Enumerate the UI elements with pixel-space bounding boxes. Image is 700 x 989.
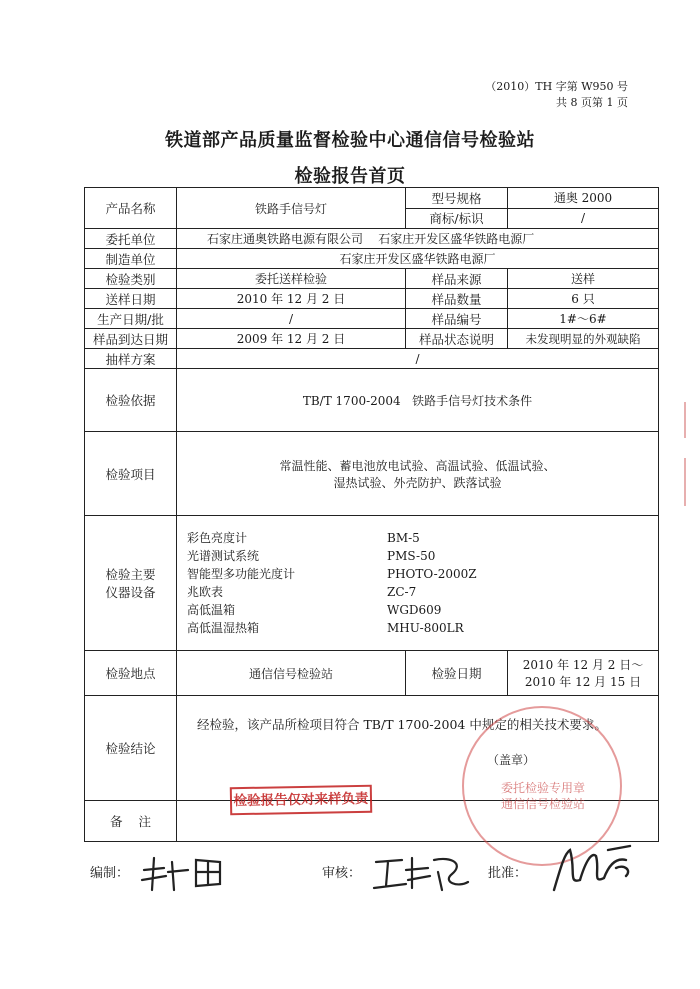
instrument-model: ZC-7 (387, 585, 417, 599)
test-date-label: 检验日期 (406, 651, 508, 696)
delivery-date-label: 送样日期 (85, 289, 177, 309)
signature-row (90, 858, 670, 898)
instrument-name: 高低温箱 (187, 603, 236, 617)
prod-date-value: / (177, 309, 406, 329)
compiler-label: 编制： (90, 866, 130, 881)
instruments-label-line1: 检验主要 (105, 567, 156, 582)
table-row (85, 309, 659, 329)
instrument-model: WGD609 (387, 603, 442, 617)
seal-line1: 委托检验专用章 (500, 781, 585, 795)
instrument-name: 高低温湿热箱 (187, 621, 260, 635)
sample-source-label: 样品来源 (406, 269, 508, 289)
model-value: 通奥 2000 (508, 188, 659, 209)
manufacturer-value: 石家庄开发区盛华铁路电源厂 (177, 249, 659, 269)
sample-status-label: 样品状态说明 (406, 329, 508, 349)
items-value (177, 432, 659, 516)
sample-no-label: 样品编号 (406, 309, 508, 329)
list-item (187, 529, 654, 547)
table-row (85, 249, 659, 269)
basis-label: 检验依据 (85, 369, 177, 432)
instruments-label-line2: 仪器设备 (105, 585, 156, 600)
table-row (85, 651, 659, 696)
prod-date-label: 生产日期/批 (85, 309, 177, 329)
reviewer-label: 审核： (322, 866, 362, 881)
instrument-name: 光谱测试系统 (187, 549, 260, 563)
sample-source-value: 送样 (508, 269, 659, 289)
instrument-model: PMS-50 (387, 549, 436, 563)
sample-status-value: 未发现明显的外观缺陷 (508, 329, 659, 349)
remarks-label: 备 注 (85, 801, 177, 842)
items-label: 检验项目 (85, 432, 177, 516)
instrument-name: 彩色亮度计 (187, 531, 248, 545)
approver-signature-icon (546, 840, 636, 896)
table-row (85, 329, 659, 349)
location-value: 通信信号检验站 (177, 651, 406, 696)
table-row (85, 369, 659, 432)
report-title-line2: 检验报告首页 (294, 166, 406, 187)
table-row (85, 188, 659, 209)
reviewer-signature-icon (372, 852, 472, 896)
table-row (85, 516, 659, 651)
basis-value: TB/T 1700-2004 铁路手信号灯技术条件 (177, 369, 659, 432)
instrument-model: MHU-800LR (387, 621, 464, 635)
responsibility-stamp: 检验报告仅对来样负责 (230, 785, 372, 815)
page-info: 共 8 页第 1 页 (556, 96, 628, 109)
list-item (187, 601, 654, 619)
trademark-label: 商标/标识 (406, 208, 508, 229)
instrument-model: PHOTO-2000Z (387, 567, 477, 581)
document-number: （2010）TH 字第 W950 号 (485, 80, 628, 93)
arrival-date-value: 2009 年 12 月 2 日 (177, 329, 406, 349)
instrument-name: 兆欧表 (187, 585, 224, 599)
test-date-value (508, 651, 659, 696)
edge-seal-mark-icon (684, 458, 700, 506)
list-item (187, 619, 654, 637)
conclusion-text: 经检验，该产品所检项目符合 TB/T 1700-2004 中规定的相关技术要求。 (197, 716, 607, 732)
table-row (85, 229, 659, 249)
instrument-name: 智能型多功能光度计 (187, 567, 296, 581)
list-item (187, 547, 654, 565)
official-seal-text (488, 780, 598, 812)
test-date-line1: 2010 年 12 月 2 日～ (522, 658, 644, 672)
items-line1: 常温性能、蓄电池放电试验、高温试验、低温试验、 (279, 458, 556, 473)
conclusion-label: 检验结论 (85, 696, 177, 801)
approver-label: 批准： (488, 866, 528, 881)
items-line2: 湿热试验、外壳防护、跌落试验 (333, 475, 502, 490)
product-name-value: 铁路手信号灯 (177, 188, 406, 229)
product-name-label: 产品名称 (85, 188, 177, 229)
delivery-date-value: 2010 年 12 月 2 日 (177, 289, 406, 309)
report-title-line1: 铁道部产品质量监督检验中心通信信号检验站 (165, 130, 535, 151)
table-row (85, 269, 659, 289)
trademark-value: / (508, 208, 659, 229)
seal-line2: 通信信号检验站 (500, 797, 585, 811)
table-row (85, 349, 659, 369)
seal-note: （盖章） (487, 752, 536, 767)
client-label: 委托单位 (85, 229, 177, 249)
table-row (85, 289, 659, 309)
model-label: 型号规格 (406, 188, 508, 209)
location-label: 检验地点 (85, 651, 177, 696)
manufacturer-label: 制造单位 (85, 249, 177, 269)
sample-no-value: 1#～6# (508, 309, 659, 329)
document-number-block (485, 79, 628, 111)
inspection-type-label: 检验类别 (85, 269, 177, 289)
table-row (85, 432, 659, 516)
edge-seal-mark-icon (684, 402, 700, 438)
test-date-line2: 2010 年 12 月 15 日 (524, 675, 642, 689)
inspection-type-value: 委托送样检验 (177, 269, 406, 289)
instrument-model: BM-5 (387, 531, 420, 545)
sampling-plan-label: 抽样方案 (85, 349, 177, 369)
list-item (187, 583, 654, 601)
compiler-signature-icon (138, 850, 228, 898)
sampling-plan-value: / (177, 349, 659, 369)
arrival-date-label: 样品到达日期 (85, 329, 177, 349)
instruments-list (177, 516, 659, 651)
instruments-label (85, 516, 177, 651)
sample-qty-value: 6 只 (508, 289, 659, 309)
list-item (187, 565, 654, 583)
sample-qty-label: 样品数量 (406, 289, 508, 309)
client-value: 石家庄通奥铁路电源有限公司 石家庄开发区盛华铁路电源厂 (177, 229, 659, 249)
